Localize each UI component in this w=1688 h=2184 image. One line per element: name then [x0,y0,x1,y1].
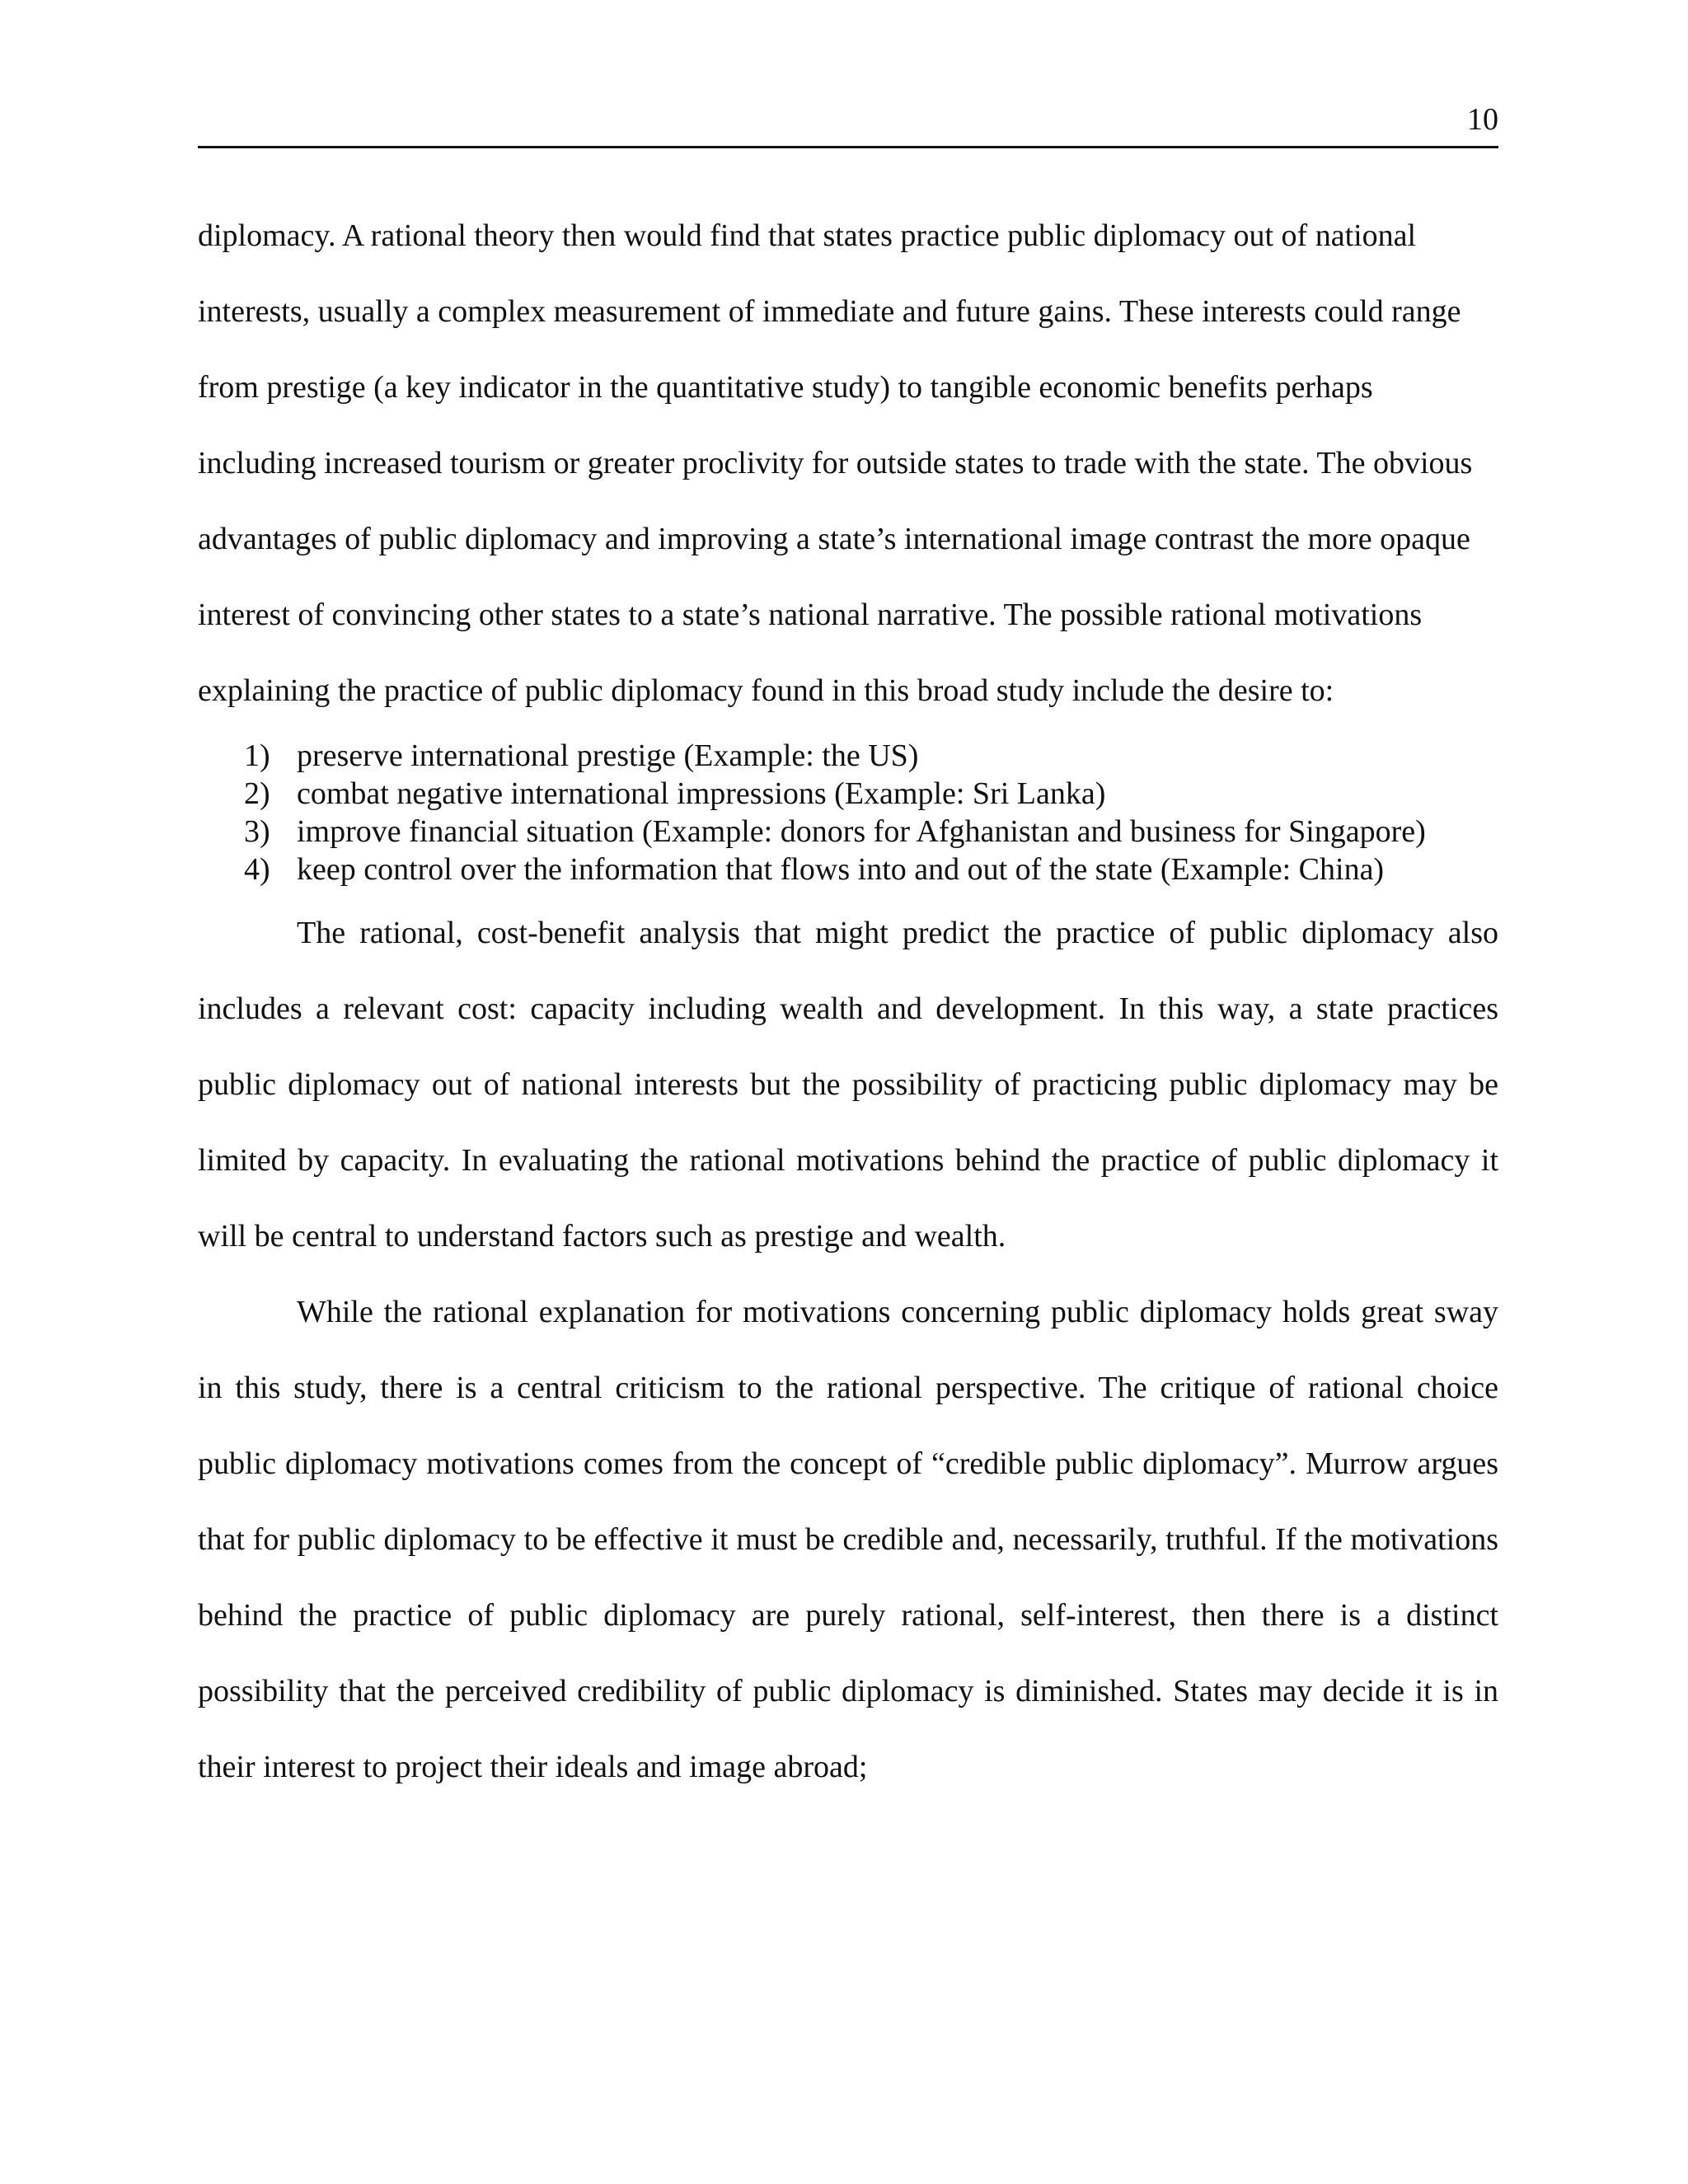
list-item-text: keep control over the information that flows into and out of the state (Example: China) [297,852,1385,887]
list-marker: 2) [244,776,270,811]
list-item [198,737,1498,775]
body-text [198,198,1498,1805]
list-item-text: combat negative international impressions (Example: Sri Lanka) [297,776,1106,811]
motivations-list [198,737,1498,888]
paragraph-rational-theory: diplomacy. A rational theory then would find that states practice public diplomacy out of national interests, usually a complex measurement of immediate and future gains. These interests could range from prestige (a key indicator in the quantitative study) to tangible economic benefits perhaps including increased tourism or greater proclivity for outside states to trade with the state. The obvious advantages of public diplomacy and improving a state’s international image contrast the more opaque interest of convincing other states to a state’s national narrative. The possible rational motivations explaining the practice of public diplomacy found in this broad study include the desire to: [198,218,1473,708]
list-marker: 1) [244,738,270,773]
list-item-text: improve financial situation (Example: donors for Afghanistan and business for Singapore) [297,814,1426,849]
list-item [198,775,1498,813]
list-item-text: preserve international prestige (Example: the US) [297,738,919,773]
list-marker: 3) [244,814,270,849]
header-rule [198,146,1498,148]
paragraph-cost-benefit: The rational, cost-benefit analysis that might predict the practice of public diplomacy also includes a relevant cost: capacity including wealth and development. In this way, a state practices public diplomacy out of national interests but the possibility of practicing public diplomacy may be limited by capacity. In evaluating the rational motivations behind the practice of public diplomacy it will be central to understand factors such as prestige and wealth. [198,916,1498,1254]
motivations-list-container [198,729,1498,895]
page-number: 10 [1467,102,1498,137]
paragraph-critique: While the rational explanation for motivations concerning public diplomacy holds great sway in this study, there is a central criticism to the rational perspective. The critique of rational choice public diplomacy motivations comes from the concept of “credible public diplomacy”. Murrow argues that for public diplomacy to be effective it must be credible and, necessarily, truthful. If the motivations behind the practice of public diplomacy are purely rational, self-interest, then there is a distinct possibility that the perceived credibility of public diplomacy is diminished. States may decide it is in their interest to project their ideals and image abroad; [198,1295,1498,1784]
list-marker: 4) [244,852,270,887]
list-item [198,813,1498,851]
list-item [198,851,1498,888]
